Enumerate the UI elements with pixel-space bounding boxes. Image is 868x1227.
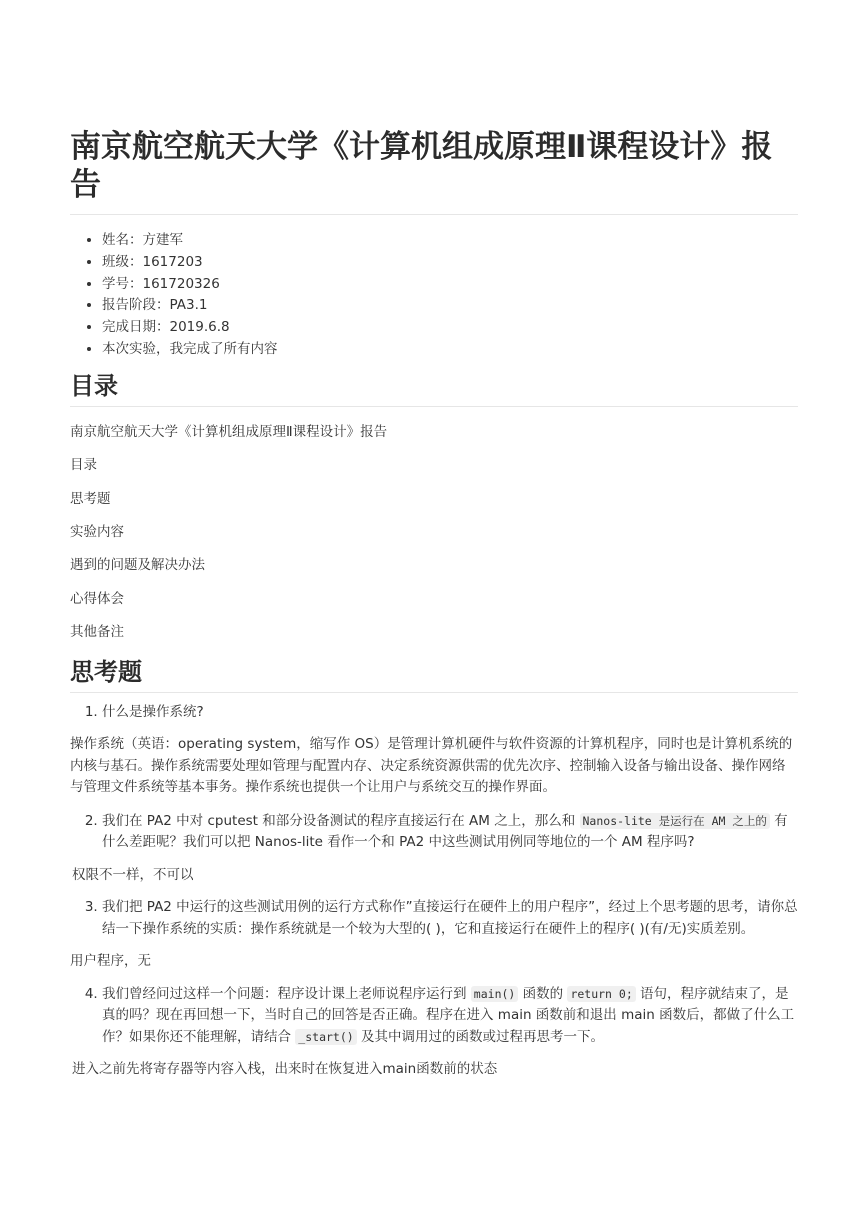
question-list-3: [70, 897, 798, 940]
toc-heading: 目录: [70, 370, 798, 407]
question-4: [102, 984, 798, 1049]
answer-4: 进入之前先将寄存器等内容入栈，出来时在恢复进入main函数前的状态: [72, 1061, 498, 1078]
question-4-text-3: 语句，程序就结束了，是真的吗？现在再回想一下，当时自己的回答是否正确。程序在进入 main 函数前和退出 main 函数后，都做了什么工作？如果你还不能理解，请结合: [102, 985, 795, 1045]
report-title: 南京航空航天大学《计算机组成原理Ⅱ课程设计》报告: [70, 128, 798, 215]
info-date: • 完成日期：2019.6.8: [102, 317, 798, 339]
info-student-id: • 学号：161720326: [102, 274, 798, 296]
question-2-text-1: 我们在 PA2 中对 cputest 和部分设备测试的程序直接运行在 AM 之上，那么和: [102, 812, 580, 829]
toc-link-title[interactable]: 南京航空航天大学《计算机组成原理Ⅱ课程设计》报告: [70, 423, 388, 440]
info-stage: • 报告阶段：PA3.1: [102, 295, 798, 317]
thinking-section: [70, 702, 798, 1081]
table-of-contents: [70, 422, 798, 656]
question-1: 1. 什么是操作系统?: [102, 702, 798, 724]
info-completion: • 本次实验，我完成了所有内容: [102, 339, 798, 361]
answer-2: 权限不一样，不可以: [72, 866, 194, 883]
question-4-code-start: _start(): [295, 1029, 356, 1045]
question-list-4: [70, 984, 798, 1049]
question-4-text-1: 我们曾经问过这样一个问题：程序设计课上老师说程序运行到: [102, 985, 471, 1002]
thinking-heading: 思考题: [70, 656, 798, 693]
question-4-code-return: return 0;: [567, 986, 635, 1002]
question-4-text-2: 函数的: [518, 985, 568, 1002]
question-2: [102, 811, 798, 854]
student-info-list: [70, 230, 798, 361]
toc-link-experience[interactable]: 心得体会: [70, 590, 124, 607]
toc-link-contents[interactable]: 目录: [70, 457, 97, 474]
report-body: [70, 128, 798, 1081]
info-class: • 班级：1617203: [102, 252, 798, 274]
question-2-text-2: 有什么差距呢？我们可以把 Nanos-lite 看作一个和 PA2 中这些测试用例同等地位的一个 AM 程序吗?: [102, 812, 788, 851]
toc-link-experiment[interactable]: 实验内容: [70, 523, 124, 540]
info-name: • 姓名：方建军: [102, 230, 798, 252]
question-4-code-main: main(): [471, 986, 519, 1002]
question-list-2: [70, 811, 798, 854]
answer-1: 操作系统（英语：operating system，缩写作 OS）是管理计算机硬件与软件资源的计算机程序，同时也是计算机系统的内核与基石。操作系统需要处理如管理与配置内存、决定系统资源供需的优先次序、控制输入设备与输出设备、操作网络与管理文件系统等基本事务。操作系统也提供一个让用户与系统交互的操作界面。: [70, 736, 793, 796]
toc-link-thinking[interactable]: 思考题: [70, 490, 111, 507]
toc-link-notes[interactable]: 其他备注: [70, 624, 124, 641]
toc-link-problems[interactable]: 遇到的问题及解决办法: [70, 557, 205, 574]
question-list-1: [70, 702, 798, 724]
question-2-code: Nanos-lite 是运行在 AM 之上的: [580, 813, 770, 829]
question-4-text-4: 及其中调用过的函数或过程再思考一下。: [356, 1028, 604, 1045]
question-3: 3. 我们把 PA2 中运行的这些测试用例的运行方式称作”直接运行在硬件上的用户程序”，经过上个思考题的思考，请你总结一下操作系统的实质：操作系统就是一个较为大型的( )，它和直接运行在硬件上的程序( )(有/无)实质差别。: [102, 897, 798, 940]
answer-3: 用户程序，无: [70, 953, 151, 970]
